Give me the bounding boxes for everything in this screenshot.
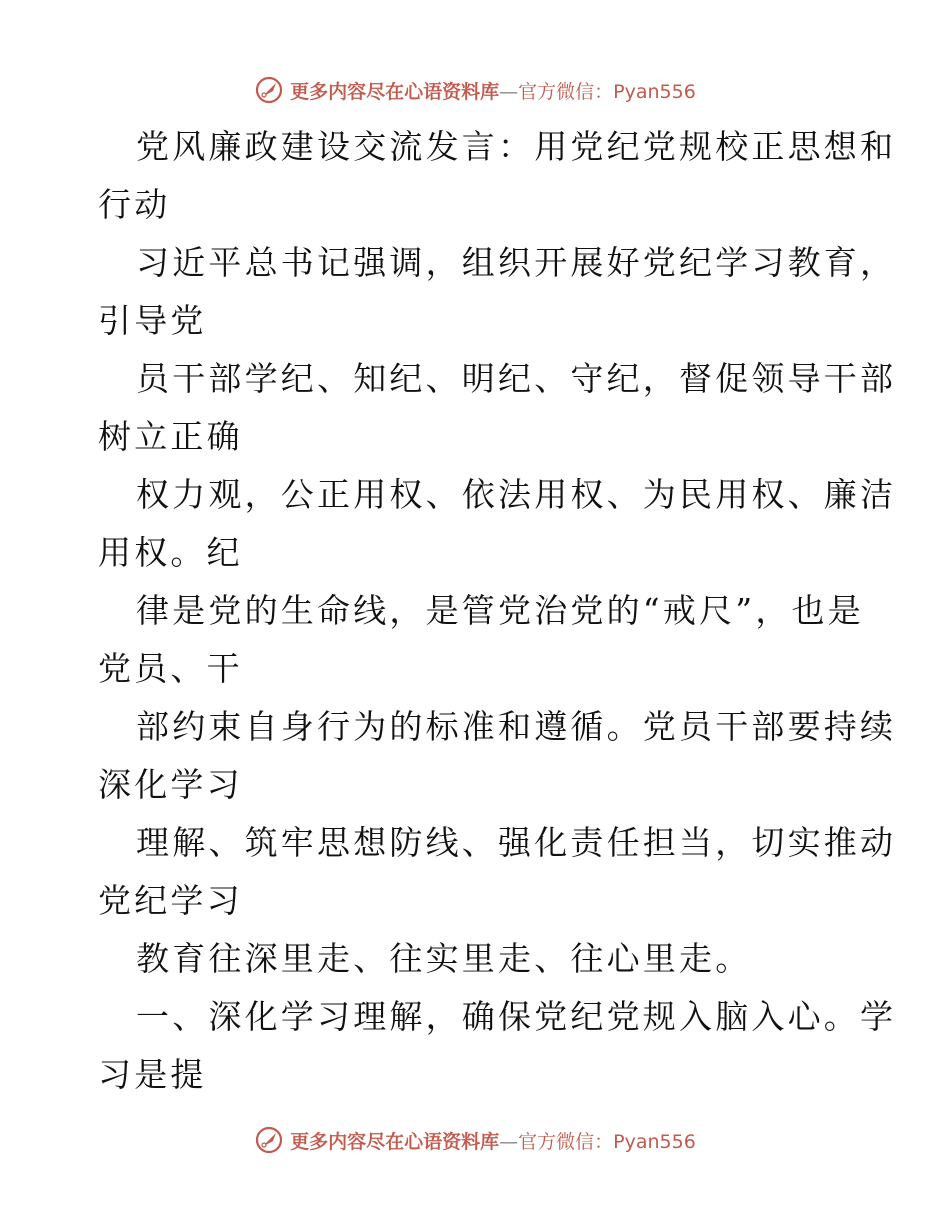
document-title-line: 行动 <box>98 185 171 224</box>
banner-separator: — <box>499 1130 519 1153</box>
banner-site-text: 更多内容尽在心语资料库 <box>290 80 500 103</box>
paragraph-line: 理解、筑牢思想防线、强化责任担当，切实推动 <box>136 823 897 862</box>
paragraph-line: 党纪学习 <box>98 881 243 920</box>
footer-banner <box>0 1120 950 1160</box>
paragraph-line: 教育往深里走、往实里走、往心里走。 <box>136 939 752 978</box>
document-body <box>98 118 897 1104</box>
paragraph-line: 引导党 <box>98 301 207 340</box>
paragraph-line: 部约束自身行为的标准和遵循。党员干部要持续 <box>136 707 897 746</box>
paragraph-line: 深化学习 <box>98 765 243 804</box>
paragraph-line: 律是党的生命线，是管党治党的“戒尺”，也是 <box>136 591 864 630</box>
paragraph-line: 权力观，公正用权、依法用权、为民用权、廉洁 <box>136 475 897 514</box>
quill-pen-logo-icon <box>254 75 284 105</box>
banner-site-text: 更多内容尽在心语资料库 <box>290 1130 500 1153</box>
quill-pen-logo-icon <box>254 1125 284 1155</box>
banner-separator: — <box>499 80 519 103</box>
banner-wechat-text: 官方微信：Pyan556 <box>518 1130 696 1153</box>
paragraph-line: 树立正确 <box>98 417 243 456</box>
document-title-line: 党风廉政建设交流发言：用党纪党规校正思想和 <box>136 127 897 166</box>
banner-wechat-text: 官方微信：Pyan556 <box>518 80 696 103</box>
paragraph-line: 习近平总书记强调，组织开展好党纪学习教育， <box>136 243 897 282</box>
paragraph-line: 党员、干 <box>98 649 243 688</box>
paragraph-line: 用权。纪 <box>98 533 243 572</box>
section-heading-line: 一、深化学习理解，确保党纪党规入脑入心。学 <box>136 997 897 1036</box>
paragraph-line: 员干部学纪、知纪、明纪、守纪，督促领导干部 <box>136 359 897 398</box>
paragraph-line: 习是提 <box>98 1055 207 1094</box>
header-banner <box>0 70 950 110</box>
